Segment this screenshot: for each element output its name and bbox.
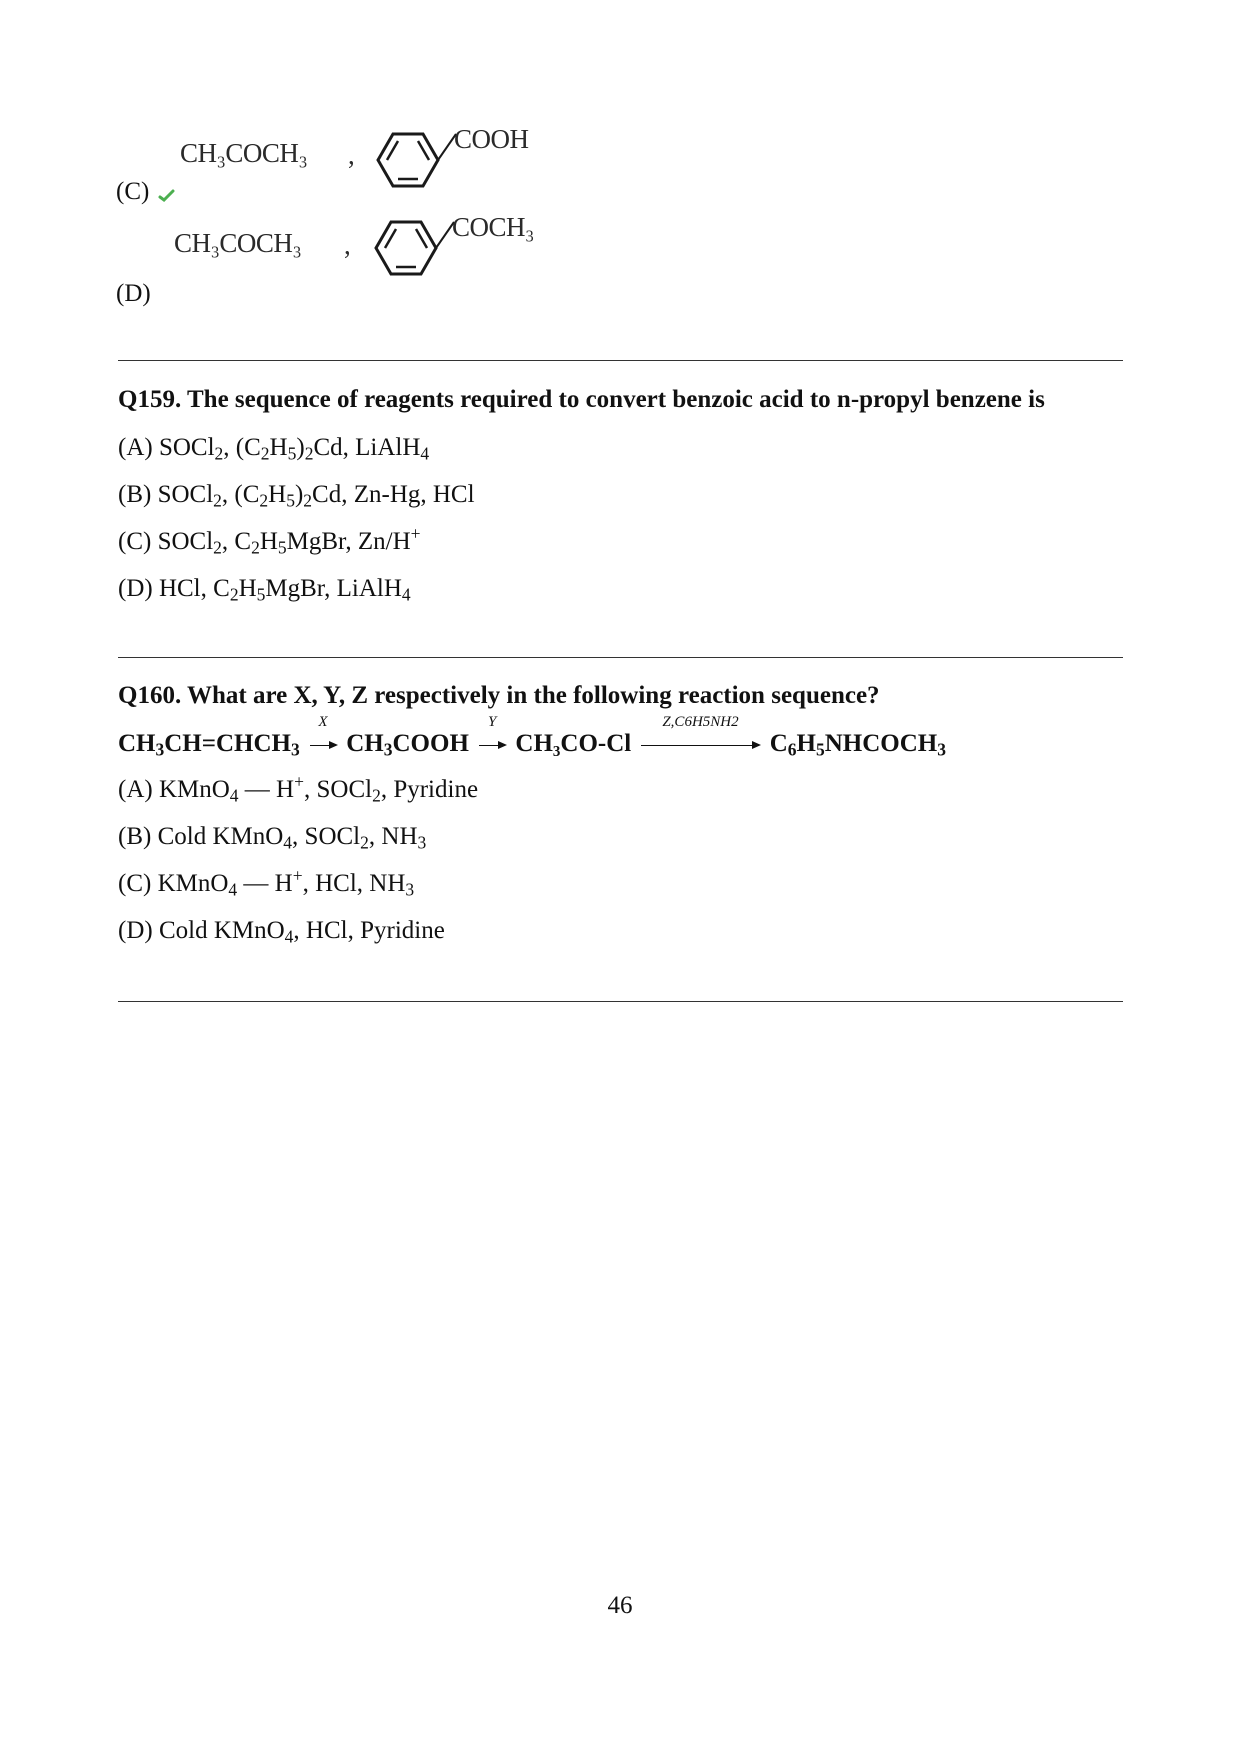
reaction-intermediate-1: $CH_3COOH$	[346, 730, 469, 760]
q160-option-b: (B) Cold KMnO$_4$, SOCl$_2$, $NH_3$	[118, 823, 427, 853]
checkmark-icon	[158, 188, 176, 202]
option-c-benzene-ring	[368, 120, 468, 200]
reaction-reactant: $CH_3CH=CHCH_3$	[118, 730, 300, 760]
divider-3	[118, 1001, 1123, 1002]
option-d-left-formula: CH₃COCH₃	[174, 228, 302, 258]
q159-option-a: (A) SOCl$_2$, $(C_2H_5)_2Cd$, LiAlH$_4$	[118, 434, 430, 464]
option-c-comma: ,	[348, 140, 355, 170]
option-d-label: (D)	[116, 280, 151, 307]
page-number: 46	[607, 1592, 633, 1619]
option-c-substituent: COOH	[454, 124, 529, 154]
option-d-substituent: COCH₃	[452, 212, 534, 242]
q160-title: Q160. What are X, Y, Z respectively in the following reaction sequence?	[118, 682, 880, 709]
q159-option-d: (D) HCl, $C_2H_5MgBr$, LiAlH$_4$	[118, 575, 411, 605]
divider-1	[118, 360, 1123, 361]
q160-reaction	[118, 714, 946, 760]
option-d-benzene-ring	[366, 208, 466, 288]
reaction-intermediate-2: CH₃CO-Cl	[515, 730, 632, 757]
q160-option-d: (D) Cold KMnO$_4$, HCl, Pyridine	[118, 917, 445, 947]
reaction-reagent-3: Z,C6H5NH2	[662, 714, 739, 730]
q159-title: Q159. The sequence of reagents required to convert benzoic acid to n-propyl benzene is	[118, 386, 1045, 413]
q159-option-c: (C) SOCl$_2$, $C_2H_5MgBr$, Zn/H+	[118, 523, 421, 558]
reaction-arrow-3	[641, 714, 759, 758]
reaction-arrow-1	[310, 714, 336, 758]
divider-2	[118, 657, 1123, 658]
option-c-label: (C)	[116, 178, 150, 205]
q159-option-b: (B) SOCl$_2$, $(C_2H_5)_2Cd$, Zn-Hg, HCl	[118, 481, 475, 511]
option-d-comma: ,	[344, 230, 351, 260]
q160-option-c: (C) KMnO$_4$ — H+, HCl, $NH_3$	[118, 865, 415, 900]
reaction-product: $C_6H_5NHCOCH_3$	[769, 730, 946, 760]
reaction-reagent-2: Y	[487, 714, 497, 730]
reaction-arrow-2	[479, 714, 505, 758]
option-c-left-formula: CH₃COCH₃	[180, 138, 308, 168]
q160-option-a: (A) KMnO$_4$ — H+, SOCl$_2$, Pyridine	[118, 771, 479, 806]
reaction-reagent-1: X	[318, 714, 328, 730]
